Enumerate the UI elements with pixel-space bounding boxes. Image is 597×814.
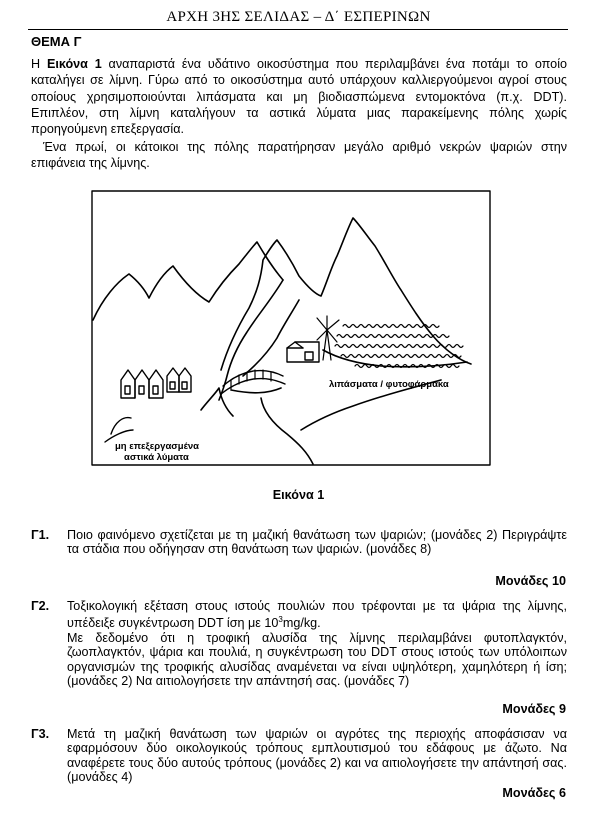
label-sewage-line-2: αστικά λύματα	[124, 452, 189, 463]
intro-text-2: Ένα πρωί, οι κάτοικοι της πόλης παρατήρησαν μεγάλο αριθμό νεκρών ψαριών στην επιφάνεια της λίμνης.	[31, 140, 567, 171]
question-g1	[31, 528, 567, 557]
question-number: Γ3.	[31, 727, 50, 741]
river-lower-left	[201, 388, 233, 416]
question-text-a: Τοξικολογική εξέταση στους ιστούς πουλιών που τρέφονται με τα ψάρια της λίμνης, υπέδειξε συγκέντρωση DDT ίση με 10	[67, 599, 567, 631]
header-underline	[28, 29, 568, 30]
houses-cluster	[121, 368, 191, 398]
exponent: 3	[278, 615, 283, 625]
sewage-pipe	[105, 418, 133, 442]
points-g2: Μονάδες 9	[502, 702, 566, 716]
question-text: Ποιο φαινόμενο σχετίζεται με τη μαζική θανάτωση των ψαριών; (μονάδες 2) Περιγράψτε τα στάδια που οδήγησαν στη θανάτωση των ψαριών. (μονάδες 8)	[67, 528, 567, 557]
question-text-b: mg/kg.	[282, 616, 321, 631]
river-bank-right	[243, 300, 299, 376]
figure-caption: Εικόνα 1	[272, 488, 325, 502]
page-header: ΑΡΧΗ 3ΗΣ ΣΕΛΙΔΑΣ – Δ΄ ΕΣΠΕΡΙΝΩΝ	[166, 9, 431, 25]
intro-text-a: Η	[31, 57, 47, 71]
question-text	[67, 599, 567, 631]
question-g3	[31, 727, 567, 785]
figure-reference: Εικόνα 1	[46, 57, 102, 71]
question-g2	[31, 599, 567, 689]
farm-house	[287, 342, 319, 362]
label-fertilizers: λιπάσματα / φυτοφάρμακα	[329, 379, 449, 390]
figure-frame	[92, 191, 490, 465]
intro-paragraph-2	[31, 139, 567, 172]
mountain-left	[93, 242, 283, 320]
points-g1: Μονάδες 10	[495, 574, 566, 588]
field-wave-row	[341, 355, 461, 358]
question-number: Γ1.	[31, 528, 50, 542]
intro-text-b: αναπαριστά ένα υδάτινο οικοσύστημα που περιλαμβάνει ένα ποτάμι το οποίο καταλήγει σε λίμνη. Γύρω από το οικοσύστημα αυτό υπάρχουν καλλιεργούμενοι αγροί στους οποίους χρησιμοποιούνται λιπάσματα και μη βιοδιασπώμενα εντομοκτόνα (π.χ. DDT). Επιπλέον, στη λίμνη καταλήγουν τα αστικά λύματα μιας παρακείμενης πόλης χωρίς προηγούμενη επεξεργασία.	[31, 57, 567, 137]
question-text: Μετά τη μαζική θανάτωση των ψαριών οι αγρότες της περιοχής αποφάσισαν να εφαρμόσουν δύο οικολογικούς τρόπους εμπλουτισμού του εδάφους με άζωτο. Να αναφέρετε τους δύο αυτούς τρόπους (μονάδες 2) και να αιτιολογήσετε την απάντησή σας. (μονάδες 4)	[67, 727, 567, 785]
question-number: Γ2.	[31, 599, 50, 613]
label-sewage-line-1: μη επεξεργασμένα	[115, 441, 200, 452]
points-g3: Μονάδες 6	[502, 786, 566, 800]
theme-title: ΘΕΜΑ Γ	[31, 34, 82, 49]
river-lower-right	[261, 398, 313, 464]
ecosystem-figure	[91, 190, 491, 466]
mountain-center	[221, 218, 471, 370]
intro-paragraph-1	[31, 56, 567, 137]
field-wave-row	[335, 345, 463, 348]
question-text-2: Με δεδομένο ότι η τροφική αλυσίδα της λίμνης περιλαμβάνει φυτοπλαγκτόν, ζωοπλαγκτόν, ψάρια και πουλιά, η συγκέντρωση του DDT στους ιστούς των υπόλοιπων οργανισμών της τροφικής αλυσίδας αναμένεται να είναι υψηλότερη, χαμηλότερη ή ίση; (μονάδες 2) Να αιτιολογήσετε την απάντησή σας. (μονάδες 7)	[67, 631, 567, 689]
river-lower-mid	[231, 388, 281, 393]
